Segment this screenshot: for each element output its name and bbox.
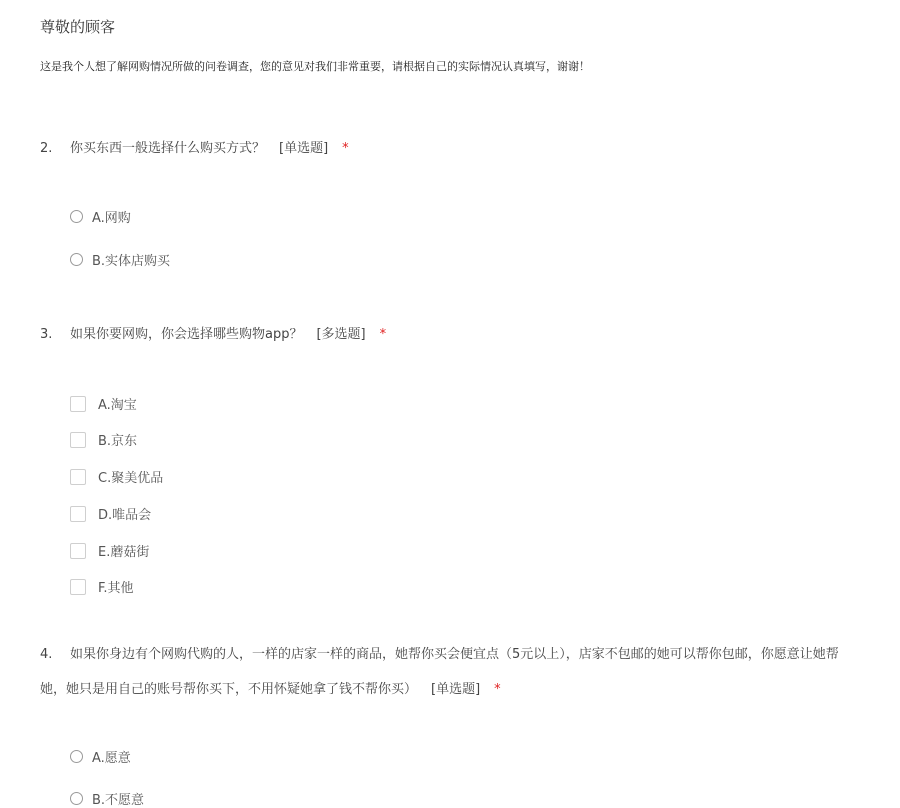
question-4-title-continued: [40, 678, 501, 697]
q3-option-f[interactable]: [70, 577, 134, 596]
option-label: B.京东: [98, 434, 138, 449]
radio-button[interactable]: [70, 210, 83, 223]
option-label: D.唯品会: [98, 508, 152, 523]
option-label: C.聚美优品: [98, 471, 164, 486]
radio-button[interactable]: [70, 792, 83, 805]
option-label: B.实体店购买: [92, 254, 171, 269]
survey-greeting: 尊敬的顾客: [40, 18, 116, 36]
question-type: [单选题]: [431, 682, 481, 697]
q4-option-a[interactable]: [70, 747, 131, 766]
question-text: 如果你要网购，你会选择哪些购物app？: [70, 327, 303, 342]
radio-button[interactable]: [70, 750, 83, 763]
q2-option-b[interactable]: [70, 250, 170, 269]
q3-option-d[interactable]: [70, 504, 151, 523]
checkbox[interactable]: [70, 579, 86, 595]
radio-button[interactable]: [70, 253, 83, 266]
question-number: 4.: [40, 647, 53, 662]
survey-intro: 这是我个人想了解网购情况所做的问卷调查，您的意见对我们非常重要，请根据自己的实际情况认真填写，谢谢！: [40, 60, 590, 73]
question-text: 如果你身边有个网购代购的人，一样的店家一样的商品，她帮你买会便宜点（5元以上），店家不包邮的她可以帮你包邮，你愿意让她帮: [70, 647, 839, 662]
question-type: [多选题]: [316, 327, 366, 342]
required-marker: *: [379, 327, 387, 342]
q3-option-a[interactable]: [70, 394, 137, 413]
q2-option-a[interactable]: [70, 207, 131, 226]
question-2-title: [40, 137, 349, 156]
question-number: 3.: [40, 327, 53, 342]
question-text-continued: 她，她只是用自己的账号帮你买下，不用怀疑她拿了钱不帮你买）: [40, 682, 418, 697]
checkbox[interactable]: [70, 506, 86, 522]
option-label: A.愿意: [92, 751, 131, 766]
option-label: F.其他: [98, 581, 134, 596]
checkbox[interactable]: [70, 469, 86, 485]
q3-option-b[interactable]: [70, 430, 137, 449]
q3-option-e[interactable]: [70, 541, 149, 560]
option-label: A.淘宝: [98, 398, 137, 413]
question-number: 2.: [40, 141, 53, 156]
q4-option-b[interactable]: [70, 789, 144, 808]
question-type: [单选题]: [279, 141, 329, 156]
required-marker: *: [494, 682, 501, 697]
question-3-title: [40, 323, 386, 342]
checkbox[interactable]: [70, 396, 86, 412]
question-text: 你买东西一般选择什么购买方式？: [70, 141, 266, 156]
q3-option-c[interactable]: [70, 467, 163, 486]
question-4-title: [40, 643, 839, 662]
option-label: E.蘑菇街: [98, 545, 150, 560]
checkbox[interactable]: [70, 432, 86, 448]
option-label: B.不愿意: [92, 793, 145, 808]
required-marker: *: [342, 141, 349, 156]
checkbox[interactable]: [70, 543, 86, 559]
option-label: A.网购: [92, 211, 131, 226]
